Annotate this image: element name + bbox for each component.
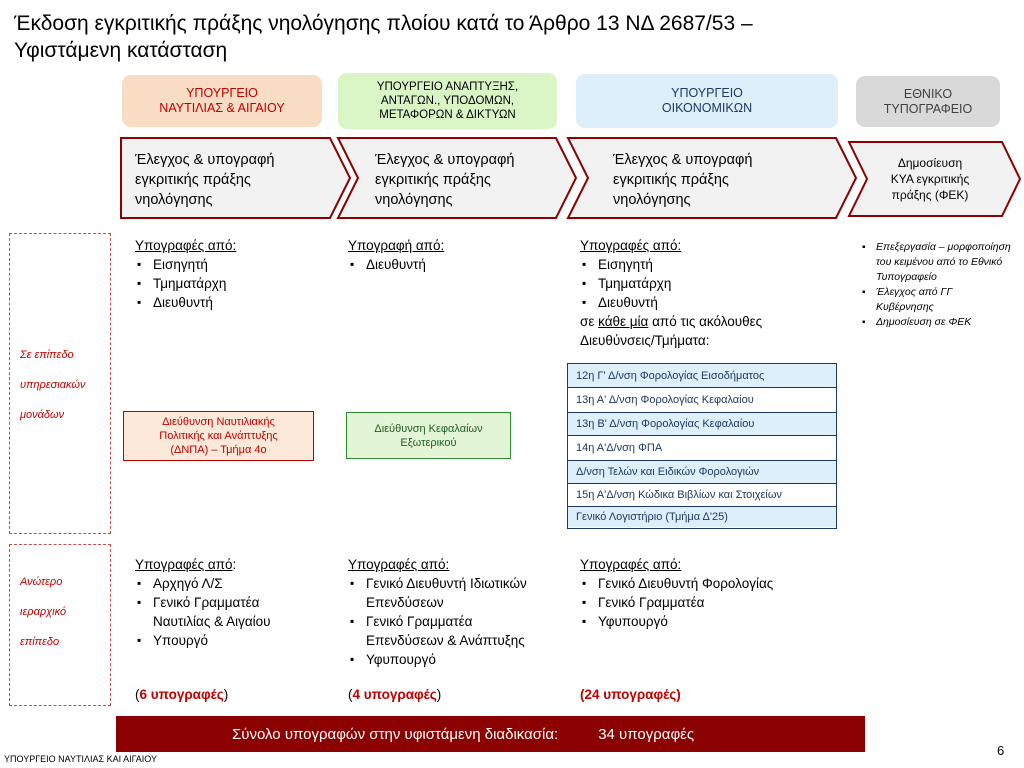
senior-signatures-col-2 — [348, 555, 527, 669]
table-cell: 13η Β' Δ/νση Φορολογίας Κεφαλαίου — [576, 418, 755, 430]
table-row — [568, 460, 836, 483]
count-3-text: (24 υπογραφές) — [580, 687, 681, 702]
note-line-2: Διευθύνσεις/Τμήματα: — [580, 333, 710, 348]
step-4-line-2: ΚΥΑ εγκριτικής — [890, 172, 970, 186]
footer-organization: ΥΠΟΥΡΓΕΙΟ ΝΑΥΤΙΛΙΑΣ ΚΑΙ ΑΙΓΑΙΟΥ — [4, 754, 157, 764]
service-signatures-col-2 — [348, 236, 444, 274]
step-4-text — [868, 155, 992, 203]
unit-box-capital — [346, 412, 511, 459]
unit-box-dnpa — [123, 411, 314, 461]
list-item-text: Υπουργό — [153, 633, 208, 648]
count-2-close: ) — [436, 687, 442, 702]
count-2-open: ( — [348, 687, 353, 702]
signature-count-1 — [135, 687, 228, 702]
senior-signatures-col-3 — [580, 555, 773, 631]
total-value: 34 υπογραφές — [598, 725, 695, 743]
table-row — [568, 435, 836, 460]
signature-count-2 — [348, 687, 441, 702]
list-item — [580, 612, 773, 631]
list-item-text: Γενικό Διευθυντή Φορολογίας — [598, 576, 774, 591]
service-sig-heading-3: Υπογραφές από: — [580, 238, 682, 253]
table-cell: Γενικό Λογιστήριο (Τμήμα Δ'25) — [576, 511, 728, 523]
unit-dnpa-line-1: Διεύθυνση Ναυτιλιακής — [162, 416, 275, 428]
senior-sig-heading-1 — [135, 555, 271, 574]
list-item: ▪ Εισηγητή — [580, 255, 762, 274]
level-senior-line-1: Ανώτερο — [20, 576, 63, 588]
service-signatures-col-3 — [580, 236, 762, 350]
list-item-text: ▪ Γενικό Γραμματέα — [366, 614, 473, 629]
step-2-line-1: Έλεγχος & υπογραφή — [375, 152, 515, 168]
list-item: ▪ Διευθυντή — [348, 255, 444, 274]
level-label-service — [20, 340, 85, 430]
level-service-line-2: υπηρεσιακών — [20, 379, 86, 391]
ministry-shipping-line-2: ΝΑΥΤΙΛΙΑΣ & ΑΙΓΑΙΟΥ — [159, 101, 285, 115]
level-service-line-3: μονάδων — [20, 409, 65, 421]
ministry-shipping-line-1: ΥΠΟΥΡΓΕΙΟ — [186, 86, 258, 100]
list-item-text: Επενδύσεων — [366, 595, 444, 610]
step-4-line-1: Δημοσίευση — [897, 156, 963, 170]
step-4-line-3: πράξης (ΦΕΚ) — [891, 188, 969, 202]
senior-sig-heading-3: Υπογραφές από: — [580, 557, 682, 572]
total-signatures-bar — [116, 716, 865, 752]
step-1-line-1: Έλεγχος & υπογραφή — [135, 152, 275, 168]
list-item-text: Γενικό Γραμματέα — [598, 595, 705, 610]
step-3-line-1: Έλεγχος & υπογραφή — [613, 152, 753, 168]
list-item: ▪ Δημοσίευση σε ΦΕΚ — [862, 315, 1012, 330]
publication-notes — [862, 240, 1012, 330]
service-sig-heading-1: Υπογραφές από: — [135, 238, 237, 253]
ministry-development-line-1: ΥΠΟΥΡΓΕΙΟ ΑΝΑΠΤΥΞΗΣ, — [376, 81, 519, 93]
level-label-senior — [20, 567, 66, 657]
list-item — [135, 593, 271, 631]
senior-sig-heading-1-text: Υπογραφές από — [135, 557, 233, 572]
level-service-line-1: Σε επίπεδο — [20, 349, 74, 361]
list-item-text: Ναυτιλίας & Αιγαίου — [153, 614, 271, 629]
step-1-line-2: εγκριτικής πράξης — [135, 172, 251, 188]
table-cell: 15η Α'Δ/νση Κώδικα Βιβλίων και Στοιχείων — [576, 489, 782, 501]
list-item: ▪ Τμηματάρχη — [135, 274, 236, 293]
list-item — [348, 612, 527, 650]
senior-signatures-col-1 — [135, 555, 271, 650]
service-sig-heading-2: Υπογραφή από: — [348, 238, 445, 253]
unit-capital-line-1: Διεύθυνση Κεφαλαίων — [374, 422, 483, 435]
level-senior-line-2: ιεραρχικό — [20, 606, 67, 618]
list-item — [135, 574, 271, 593]
table-row — [568, 483, 836, 506]
table-row — [568, 506, 836, 527]
step-2-line-2: εγκριτικής πράξης — [375, 172, 491, 188]
ministry-development-line-2: ΑΝΤΑΓΩΝ., ΥΠΟΔΟΜΩΝ, — [380, 95, 515, 107]
step-2-line-3: νηολόγησης — [375, 192, 453, 208]
list-item-text: Αρχηγό Λ/Σ — [153, 576, 223, 591]
list-item: ▪ Επεξεργασία – μορφοποίηση του κειμένου από το Εθνικό Τυπογραφείο — [862, 240, 1012, 285]
senior-sig-heading-1-colon: : — [232, 557, 237, 572]
step-3-line-3: νηολόγησης — [613, 192, 691, 208]
list-item-text: Υφυπουργό — [598, 614, 668, 629]
slide-title-line-2: Υφιστάμενη κατάσταση — [14, 39, 228, 62]
list-item — [135, 631, 271, 650]
step-3-text — [613, 150, 752, 210]
ministry-printing-line-1: ΕΘΝΙΚΟ — [903, 86, 953, 101]
service-signatures-col-1 — [135, 236, 236, 312]
count-1-open: ( — [135, 687, 140, 702]
ministry-development-line-3: ΜΕΤΑΦΟΡΩΝ & ΔΙΚΤΥΩΝ — [379, 109, 516, 121]
note-pre: σε — [580, 314, 599, 329]
directorates-table — [567, 363, 837, 529]
level-senior-line-3: επίπεδο — [20, 636, 60, 648]
list-item-text: ▪ Γενικό Διευθυντή Ιδιωτικών — [366, 576, 527, 591]
list-item — [580, 574, 773, 593]
table-cell: 13η Α' Δ/νση Φορολογίας Κεφαλαίου — [576, 394, 754, 406]
list-item: ▪ Διευθυντή — [135, 293, 236, 312]
list-item: ▪ Έλεγχος από ΓΓ Κυβέρνησης — [862, 285, 1012, 315]
count-1-close: ) — [223, 687, 229, 702]
note-post: από τις ακόλουθες — [648, 314, 763, 329]
list-item — [348, 650, 527, 669]
ministry-finance-line-1: ΥΠΟΥΡΓΕΙΟ — [671, 86, 743, 100]
step-1-text — [135, 150, 274, 210]
step-2-text — [375, 150, 514, 210]
signature-count-3 — [580, 687, 681, 702]
count-1-text: 6 υπογραφές — [139, 687, 224, 702]
count-2-num: 4 — [352, 687, 361, 702]
page-number: 6 — [997, 743, 1005, 758]
count-2-text: υπογραφές — [360, 687, 437, 702]
ministry-printing-line-2: ΤΥΠΟΓΡΑΦΕΙΟ — [883, 101, 973, 116]
table-cell: 14η Α'Δ/νση ΦΠΑ — [576, 442, 663, 454]
unit-capital-line-2: Εξωτερικού — [400, 436, 457, 449]
list-item-text: ▪ Γενικό Γραμματέα — [153, 595, 260, 610]
note-each: κάθε μία — [598, 314, 649, 329]
list-item-text: Επενδύσεων & Ανάπτυξης — [366, 633, 525, 648]
list-item-text: Υφυπουργό — [366, 652, 436, 667]
list-item: ▪ Εισηγητή — [135, 255, 236, 274]
list-item: ▪ Τμηματάρχη — [580, 274, 762, 293]
ministry-finance-line-2: ΟΙΚΟΝΟΜΙΚΩΝ — [661, 101, 753, 115]
table-cell: 12η Γ' Δ/νση Φορολογίας Εισοδήματος — [576, 369, 765, 382]
total-label: Σύνολο υπογραφών στην υφιστάμενη διαδικασία: — [232, 725, 559, 743]
unit-dnpa-line-2: Πολιτικής και Ανάπτυξης — [159, 430, 278, 442]
step-3-line-2: εγκριτικής πράξης — [613, 172, 729, 188]
table-row — [568, 412, 836, 435]
list-item — [580, 593, 773, 612]
table-row — [568, 387, 836, 412]
unit-dnpa-line-3: (ΔΝΠΑ) – Τμήμα 4ο — [170, 444, 267, 456]
directorates-note — [580, 312, 762, 331]
list-item: ▪ Διευθυντή — [580, 293, 762, 312]
step-1-line-3: νηολόγησης — [135, 192, 213, 208]
list-item — [348, 574, 527, 612]
table-cell: Δ/νση Τελών και Ειδικών Φορολογιών — [576, 466, 760, 478]
slide-title-line-1: Έκδοση εγκριτικής πράξης νηολόγησης πλοίου κατά το Άρθρο 13 ΝΔ 2687/53 – — [14, 12, 753, 35]
senior-sig-heading-2: Υπογραφές από: — [348, 557, 450, 572]
table-row — [568, 364, 836, 387]
